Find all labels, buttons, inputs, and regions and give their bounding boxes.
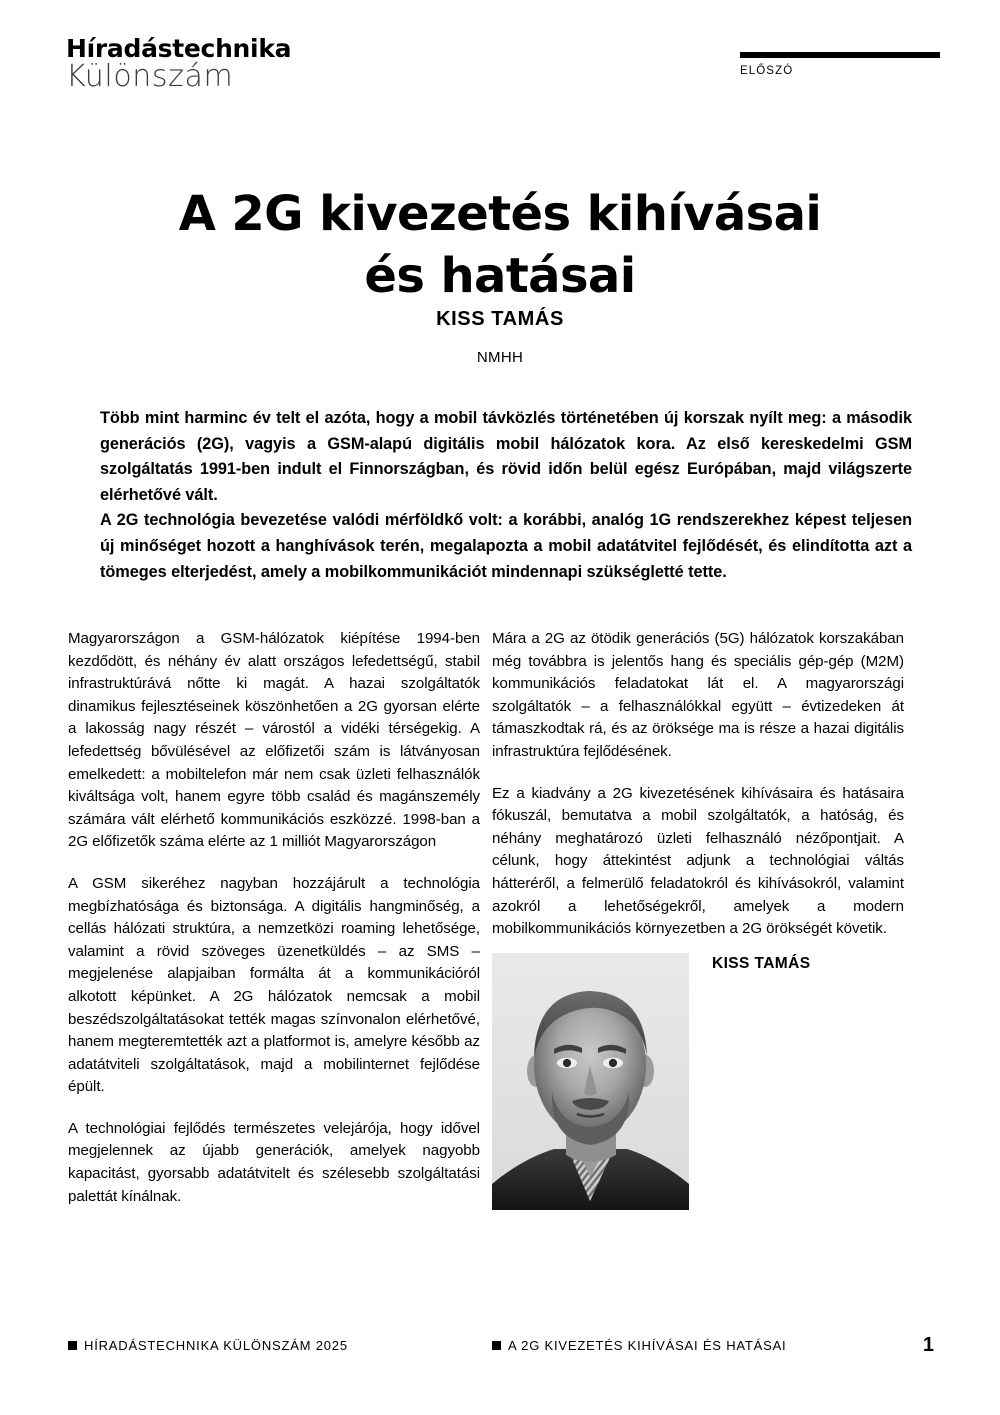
- page-number: 1: [922, 1334, 934, 1356]
- lead-paragraph-1: Több mint harminc év telt el azóta, hogy a mobil távközlés történetében új korszak nyílt meg: a második generációs (2G), vagyis a GSM-alapú digitális mobil hálózatok kora. Az első kereskedelmi GSM szolgáltatás 1991-ben indult el Finnországban, és rövid időn belül egész Európában, majd világszerte elérhetővé vált.: [100, 409, 912, 504]
- body-column-right: [492, 628, 904, 941]
- body-paragraph: Ez a kiadvány a 2G kivezetésének kihívásaira és hatásaira fókuszál, bemutatva a mobil szolgáltatók, a hatóság, és néhány meghatározó üzleti felhasználó nézőpontjait. A célunk, hogy áttekintést adjunk a technológiai váltás hátteréről, a felmerülő feladatokról és kihívásokról, valamint azokról a lehetőségekről, amelyek a modern mobilkommunikációs környezetben a 2G örökségét követik.: [492, 784, 904, 938]
- masthead-logo: [66, 36, 466, 94]
- section-header: [740, 52, 940, 77]
- author-name: KISS TAMÁS: [436, 308, 564, 330]
- footer-article-label: A 2G KIVEZETÉS KIHÍVÁSAI ÉS HATÁSAI: [508, 1338, 787, 1353]
- body-paragraph: Mára a 2G az ötödik generációs (5G) hálózatok korszakában még továbbra is jelentős hang és speciális gép-gép (M2M) kommunikációs feladatokat lát el. A magyarországi szolgáltatók – a felhasználókkal együtt – évtizedeken át támaszkodtak rá, és az öröksége ma is része a hazai digitális infrastruktúra fejlődésének.: [492, 630, 904, 760]
- body-paragraph: A technológiai fejlődés természetes velejárója, hogy idővel megjelennek az újabb generációk, amelyek nagyobb kapacitást, gyorsabb adatátvitelt és szélesebb szolgáltatási palettát kínálnak.: [68, 1119, 480, 1205]
- footer-publication: [68, 1338, 348, 1353]
- author-photo-image: [492, 953, 689, 1210]
- author-portrait-block: [492, 953, 689, 1210]
- body-column-left: [68, 628, 480, 1208]
- section-rule-divider: [740, 52, 940, 58]
- footer-article-title: [492, 1338, 786, 1353]
- footer-publication-label: HÍRADÁSTECHNIKA KÜLÖNSZÁM 2025: [84, 1338, 348, 1353]
- author-photo-caption: KISS TAMÁS: [712, 955, 811, 972]
- author-photo: [492, 953, 689, 1210]
- square-bullet-icon: [492, 1341, 501, 1350]
- lead-paragraph: [100, 406, 912, 585]
- section-label: ELŐSZÓ: [740, 65, 794, 77]
- title-line-1: A 2G kivezetés kihívásai: [178, 186, 822, 243]
- masthead-title: Híradástechnika: [66, 34, 292, 63]
- page-title: [110, 184, 890, 307]
- lead-paragraph-2: A 2G technológia bevezetése valódi mérföldkő volt: a korábbi, analóg 1G rendszerekhez képest teljesen új minőséget hozott a hanghívások terén, megalapozta a mobil adatátvitel fejlődését, és elindította azt a tömeges elterjedést, amely a mobilkommunikációt mindennapi szükségletté tette.: [100, 511, 912, 581]
- square-bullet-icon: [68, 1341, 77, 1350]
- title-line-2: és hatásai: [364, 247, 636, 304]
- body-paragraph: A GSM sikeréhez nagyban hozzájárult a technológia megbízhatósága és biztonsága. A digitális hangminőség, a cellás hálózati struktúra, a nemzetközi roaming lehetősége, valamint a rövid szöveges üzenetküldés – az SMS – megjelenése alapjaiban formálta át a kommunikációról alkotott képünket. A 2G hálózatok nemcsak a mobil beszédszolgáltatásokat tették magas színvonalon elérhetővé, hanem megteremtették azt a platformot is, amelyre később az adatátviteli szolgáltatások, majd a mobilinternet fejlődése épült.: [68, 874, 480, 1096]
- masthead-subtitle: Különszám: [66, 59, 234, 95]
- author-affiliation: NMHH: [476, 349, 524, 366]
- body-paragraph: Magyarországon a GSM-hálózatok kiépítése 1994-ben kezdődött, és néhány év alatt országos lefedettségű, stabil infrastruktúrává nőtte ki magát. A hazai szolgáltatók dinamikus fejlesztéseinek köszönhetően a 2G gyorsan elérte a lakosság nagy részét – várostól a vidéki térségekig. A lefedettség bővülésével az előfizetői szám is látványosan emelkedett: a mobiltelefon már nem csak üzleti felhasználók kiváltsága volt, hanem egyre több család és magánszemély számára vált elérhető kommunikációs eszközzé. 1998-ban a 2G előfizetők száma elérte az 1 milliót Magyarországon: [68, 630, 480, 851]
- byline: [110, 308, 890, 366]
